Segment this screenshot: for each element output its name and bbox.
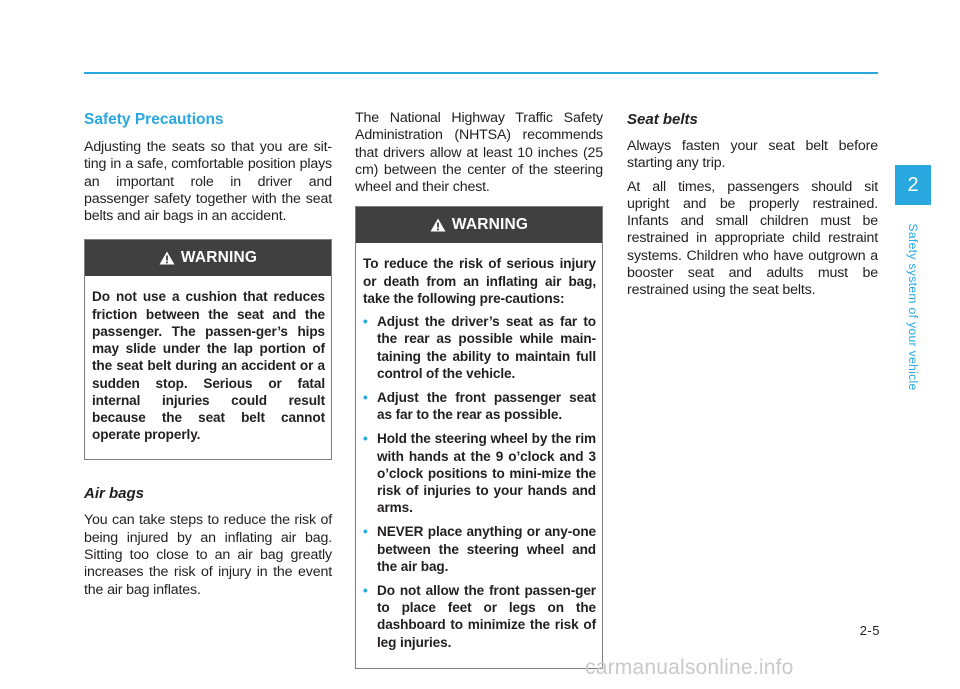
- column-1: [84, 110, 332, 605]
- warning-triangle-icon: [430, 218, 446, 232]
- warning-header: [356, 207, 602, 243]
- bullet-icon: •: [363, 314, 368, 330]
- warning-body: [85, 276, 331, 459]
- list-item-text: NEVER place anything or any-one between the steering wheel and the air bag.: [377, 524, 596, 574]
- safety-precautions-heading: Safety Precautions: [84, 111, 224, 128]
- column-3: [627, 110, 878, 306]
- warning-body: [356, 243, 602, 667]
- warning-lead: To reduce the risk of serious injury or death from an inflating air bag, take the following pre-cautions:: [363, 256, 596, 306]
- chapter-number: 2: [907, 173, 919, 196]
- list-item: [363, 430, 596, 516]
- bullet-icon: •: [363, 431, 368, 447]
- air-bags-text: You can take steps to reduce the risk of being injured by an inflating air bag. Sitting too close to an air bag greatly increases the risk of injury in the event the air bag inflates.: [84, 512, 332, 598]
- warning-title: WARNING: [180, 249, 258, 267]
- page-number: 2-5: [859, 623, 880, 638]
- air-bag-warning-box: [355, 206, 603, 668]
- watermark: carmanualsonline.info: [585, 656, 794, 679]
- list-item-text: Adjust the driver’s seat as far to the rear as possible while main-taining the ability to maintain full control of the vehicle.: [377, 314, 596, 381]
- safety-precautions-intro: Adjusting the seats so that you are sit-ting in a safe, comfortable position plays an important role in driver and passenger safety together with the seat belts and air bags in an accident.: [84, 139, 332, 225]
- bullet-icon: •: [363, 582, 368, 598]
- column-2: [355, 110, 603, 669]
- nhtsa-recommendation: The National Highway Traffic Safety Administration (NHTSA) recommends that drivers allow at least 10 inches (25 cm) between the center of the steering wheel and their chest.: [355, 110, 603, 196]
- chapter-side-label: [899, 212, 927, 402]
- list-item-text: Adjust the front passenger seat as far to the rear as possible.: [377, 389, 596, 423]
- air-bags-heading: Air bags: [84, 485, 145, 503]
- chapter-title: Safety system of your vehicle: [906, 223, 920, 391]
- precautions-list: [363, 313, 596, 651]
- warning-text: Do not use a cushion that reduces friction between the seat and the passenger. The passen-ger’s hips may slide under the lap portion of the seat belt during an accident or a sudden stop. Serious or fatal internal injuries could result because the seat belt cannot operate properly.: [92, 289, 325, 443]
- seat-belts-paragraph-1: Always fasten your seat belt before starting any trip.: [627, 138, 878, 172]
- bullet-icon: •: [363, 389, 368, 405]
- warning-triangle-icon: [159, 251, 175, 265]
- list-item: [363, 523, 596, 575]
- chapter-tab: [895, 165, 931, 205]
- warning-title: WARNING: [451, 216, 529, 234]
- list-item: [363, 389, 596, 423]
- list-item-text: Do not allow the front passen-ger to place feet or legs on the dashboard to minimize the risk of leg injuries.: [377, 582, 596, 650]
- seat-belts-paragraph-2: At all times, passengers should sit upright and be properly restrained. Infants and small children must be restrained in appropriate child restraint systems. Children who have outgrown a booster seat and adults must be restrained using the seat belts.: [627, 178, 878, 299]
- cushion-warning-box: [84, 239, 332, 460]
- warning-header: [85, 240, 331, 276]
- top-rule: [84, 72, 878, 74]
- list-item-text: Hold the steering wheel by the rim with hands at the 9 o’clock and 3 o’clock positions to mini-mize the risk of injuries to your hands and arms.: [377, 431, 596, 516]
- seat-belts-heading: Seat belts: [627, 111, 698, 128]
- list-item: [363, 582, 596, 651]
- list-item: [363, 313, 596, 382]
- bullet-icon: •: [363, 524, 368, 540]
